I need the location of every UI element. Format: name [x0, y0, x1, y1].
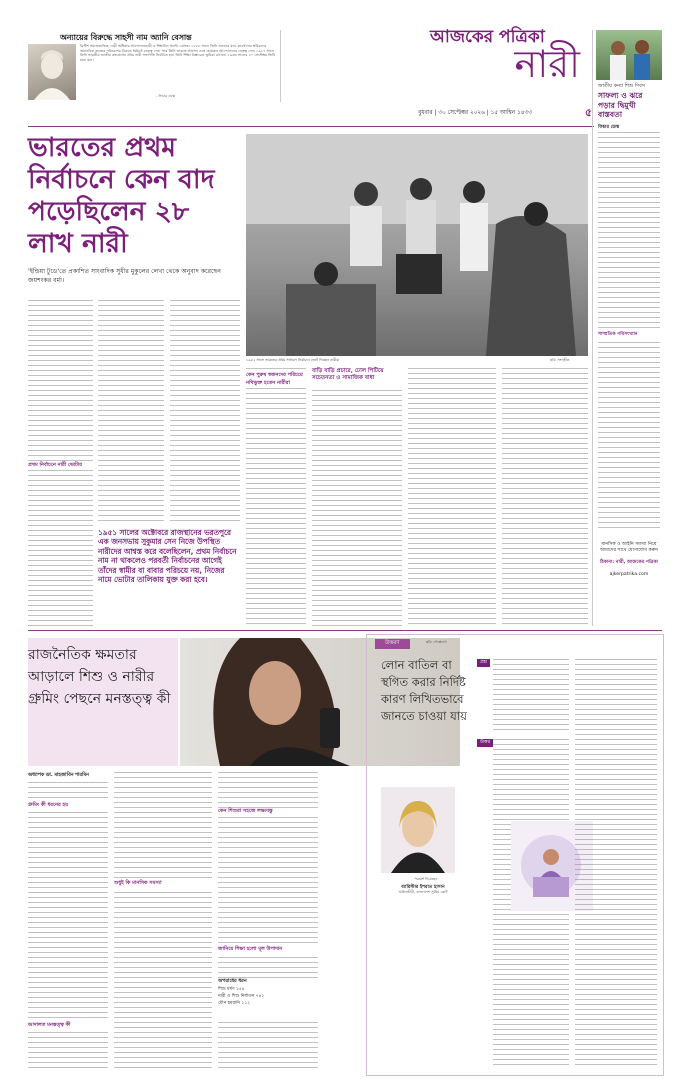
- answer-label: উত্তর: [477, 739, 493, 747]
- qa-headline: লোন বাতিল বা স্থগিত করার নির্দিষ্ট কারণ লিখিতভাবে জানতে চাওয়া যায়: [381, 658, 467, 723]
- lead-photo-credit: ছবি: সংগৃহীত: [550, 358, 570, 362]
- expert-name: ব্যারিস্টার ইশরাত হাসান: [401, 885, 445, 890]
- mid-subhead: বাড়ি বাড়ি প্রচারে, ঢোল পিটিয়ে সচেতনতা ও সামাজিক বাধা: [312, 368, 384, 381]
- right-contact-box: [596, 542, 662, 622]
- second-col-3: [218, 772, 318, 1068]
- lead-headline: ভারতের প্রথম নির্বাচনে কেন বাদ পড়েছিলেন ২৮ লাখ নারী: [28, 132, 215, 259]
- lead-body-col-3: [170, 300, 240, 524]
- second-subhead-3: শুধুই কি মানসিক সমস্যা: [114, 880, 212, 888]
- stat-item: নারী ও শিশু নির্যাতন ৭৪২: [218, 994, 265, 999]
- lead-photo: [246, 134, 588, 356]
- expert-title: আইনজীবী, বাংলাদেশ সুপ্রিম কোর্ট: [398, 890, 448, 894]
- qa-panel: [366, 634, 664, 1076]
- page-number: ৫: [584, 106, 592, 119]
- lead-subhead-2: কেন পুরুষ স্বজনদের পরিচয়ে নথিভুক্ত হতেন নারীরা: [246, 372, 308, 388]
- second-subhead-5: জানিয়ে শিক্ষা হলো মূল উপাদান: [218, 946, 318, 954]
- second-photo-credit: ছবি: পেক্সেলস: [426, 640, 447, 644]
- section-title: নারী: [514, 42, 580, 86]
- expert-portrait: [381, 787, 455, 873]
- top-box-credit: - ফিচার ডেস্ক: [156, 94, 175, 98]
- right-byline: ফিচার ডেস্ক: [598, 125, 620, 130]
- answer-col-2: [575, 659, 657, 1069]
- contact-email[interactable]: ajkerpatrika.com: [609, 572, 649, 577]
- top-box-title: অন্যায়ের বিরুদ্ধে সাহসী নাম অ্যানি বেসান্ত: [60, 33, 192, 42]
- contact-address: ঠিকানা: নারী, আজকের পত্রিকা: [599, 560, 659, 565]
- section-rule: [28, 630, 662, 631]
- annie-besant-portrait: [28, 44, 76, 100]
- stat-item: শিশু ধর্ষণ ১৫৪: [218, 987, 245, 992]
- top-box: [28, 30, 281, 102]
- masthead: [400, 24, 590, 124]
- second-subhead-6: আদালত মনস্তত্ত্ব কী: [28, 1022, 108, 1030]
- second-story-headline: রাজনৈতিক ক্ষমতার আড়ালে শিশু ও নারীর গ্রুমিং পেছনে মনস্তত্ত্ব কী: [28, 647, 171, 707]
- qa-label: উত্তরণ: [375, 639, 410, 649]
- lead-body-col-2: [98, 300, 164, 524]
- lead-subhead-1: প্রথম নির্বাচনে নারী ভোটার: [28, 462, 93, 470]
- question-text: [493, 659, 569, 733]
- question-label: প্রশ্ন: [477, 659, 490, 667]
- second-subhead-1: গ্রুমিং কী ধরনের হয়: [28, 802, 108, 810]
- lead-body-col-5: [312, 390, 402, 626]
- right-headline: সাফল্য ও ঝরে পড়ার দ্বিমুখী বাস্তবতা: [598, 91, 643, 120]
- second-byline: অধ্যাপক ডা. মাহজাবিন শারমিন: [28, 773, 89, 778]
- brand-logo: আজকের পত্রিকা: [430, 27, 545, 47]
- contact-note: মানসিক ও আইনি সমস্যা নিয়ে আমাদের সাথে যোগাযোগ করুন: [599, 542, 659, 553]
- lead-body-col-6: [408, 368, 496, 626]
- masthead-rule: [28, 126, 594, 127]
- issue-date: বুধবার | ৩০ সেপ্টেম্বর ২০২৬ | ১৫ আশ্বিন ১৪৩৩: [418, 110, 533, 116]
- right-subhead: সাম্প্রতিক পরিসংখ্যান: [598, 330, 660, 338]
- right-kicker: জাতীয় কন্যা শিশু দিবস: [598, 83, 646, 89]
- lead-body-col-4: [246, 368, 306, 626]
- lead-body-col-7: [502, 368, 588, 626]
- stats-box: [218, 978, 318, 1018]
- expert-caption: পরামর্শ দিয়েছেন: [414, 877, 438, 881]
- pull-quote: ১৯৫১ সালের অক্টোবরে রাজস্থানের ভরতপুরে এক জনসভায় সুকুমার সেন নিজে উপস্থিত নারীদের আশ্বস্ত করে বলেছিলেন, প্রথম নির্বাচনে নাম না থাকলেও পরবর্তী নির্বাচনের আগেই তাঁদের স্বামীর বা বাবার পরিচয়ে নয়, নিজের নামে ভোটার তালিকায় যুক্ত করা হবে।: [98, 528, 237, 585]
- second-subhead-2: কেন শিশুরা সহজে লক্ষ্যবস্তু: [218, 808, 318, 816]
- second-col-2: [114, 772, 212, 1068]
- girls-photo: [596, 30, 662, 80]
- stat-item: যৌন হয়রানি ১১২: [218, 1001, 250, 1006]
- right-column-divider: [592, 30, 593, 626]
- right-column: [596, 30, 662, 630]
- lead-intro: 'ইন্ডিয়া টুডে'তে প্রকাশিত সাংবাদিক সুধীর মুকুলের লেখা থেকে অনুবাদ করেছেন জয়শংকর বর্মা।: [28, 268, 221, 284]
- lead-photo-caption: ১৯৫২ সালে ভারতের প্রথম সাধারণ নির্বাচনে ভোট দিচ্ছেন নারীরা: [246, 358, 340, 362]
- stats-label: অপরাধের ধরন: [218, 979, 247, 984]
- top-box-text: ব্রিটিশ সমাজতান্ত্রিক, নারী অধিকার আন্দোলনকারী ও শিক্ষাবিদ অ্যানি বেসান্ত। ১৮৮৮ সালে তিনি লন্ডনের ম্যাচ কারখানার শ্রমিকদের অমানবিক কাজের পরিবেশের বিরুদ্ধে ধর্মঘটে নেতৃত্ব দেন। পরে তিনি ভারতে আসেন এবং হোমরুল আন্দোলনের নেতৃত্ব দেন। ১৯১৭ সালে তিনি ভারতীয় জাতীয় কংগ্রেসের প্রথম নারী সভাপতি নির্বাচিত হন। তিনি শিক্ষা বিস্তারেও ভূমিকা রাখেন। ১৯৩৩ সালের ২০ সেপ্টেম্বর তিনি মারা যান।: [80, 44, 276, 62]
